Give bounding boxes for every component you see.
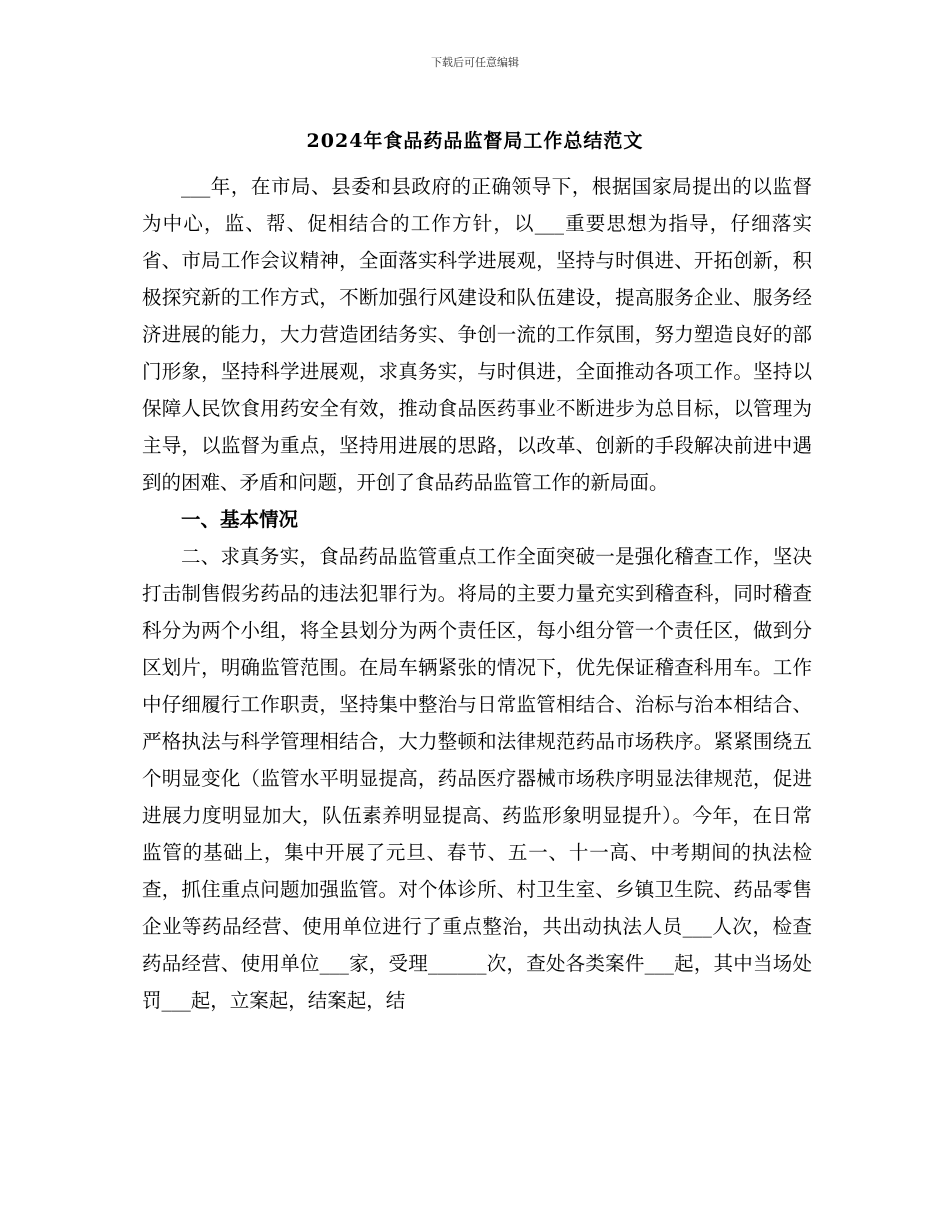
paragraph-intro: ___年，在市局、县委和县政府的正确领导下，根据国家局提出的以监督为中心，监、帮、促相结合的工作方针，以___重要思想为指导，仔细落实省、市局工作会议精神，全面落实科学进展观，坚持与时俱进、开拓创新，积极探究新的工作方式，不断加强行风建设和队伍建设，提高服务企业、服务经济进展的能力，大力营造团结务实、争创一流的工作氛围，努力塑造良好的部门形象，坚持科学进展观，求真务实，与时俱进，全面推动各项工作。坚持以保障人民饮食用药安全有效，推动食品医药事业不断进步为总目标，以管理为主导，以监督为重点，坚持用进展的思路，以改革、创新的手段解决前进中遇到的困难、矛盾和问题，开创了食品药品监管工作的新局面。 xyxy=(142,175,812,494)
document-title: 2024年食品药品监督局工作总结范文 xyxy=(306,130,644,152)
section-heading-basic: 一、基本情况 xyxy=(181,508,299,531)
paragraph-section-two: 二、求真务实，食品药品监管重点工作全面突破一是强化稽查工作，坚决打击制售假劣药品的违法犯罪行为。将局的主要力量充实到稽查科，同时稽查科分为两个小组，将全县划分为两个责任区，每小组分管一个责任区，做到分区划片，明确监管范围。在局车辆紧张的情况下，优先保证稽查科用车。工作中仔细履行工作职责，坚持集中整治与日常监管相结合、治标与治本相结合、严格执法与科学管理相结合，大力整顿和法律规范药品市场秩序。紧紧围绕五个明显变化（监管水平明显提高，药品医疗器械市场秩序明显法律规范，促进进展力度明显加大，队伍素养明显提高、药监形象明显提升）。今年，在日常监管的基础上，集中开展了元旦、春节、五一、十一高、中考期间的执法检查，抓住重点问题加强监管。对个体诊所、村卫生室、乡镇卫生院、药品零售企业等药品经营、使用单位进行了重点整治，共出动执法人员___人次，检查药品经营、使用单位___家，受理______次，查处各类案件___起，其中当场处罚___起，立案起，结案起，结 xyxy=(142,545,812,1012)
header-note: 下载后可任意编辑 xyxy=(431,56,519,69)
document-body xyxy=(142,168,812,1019)
